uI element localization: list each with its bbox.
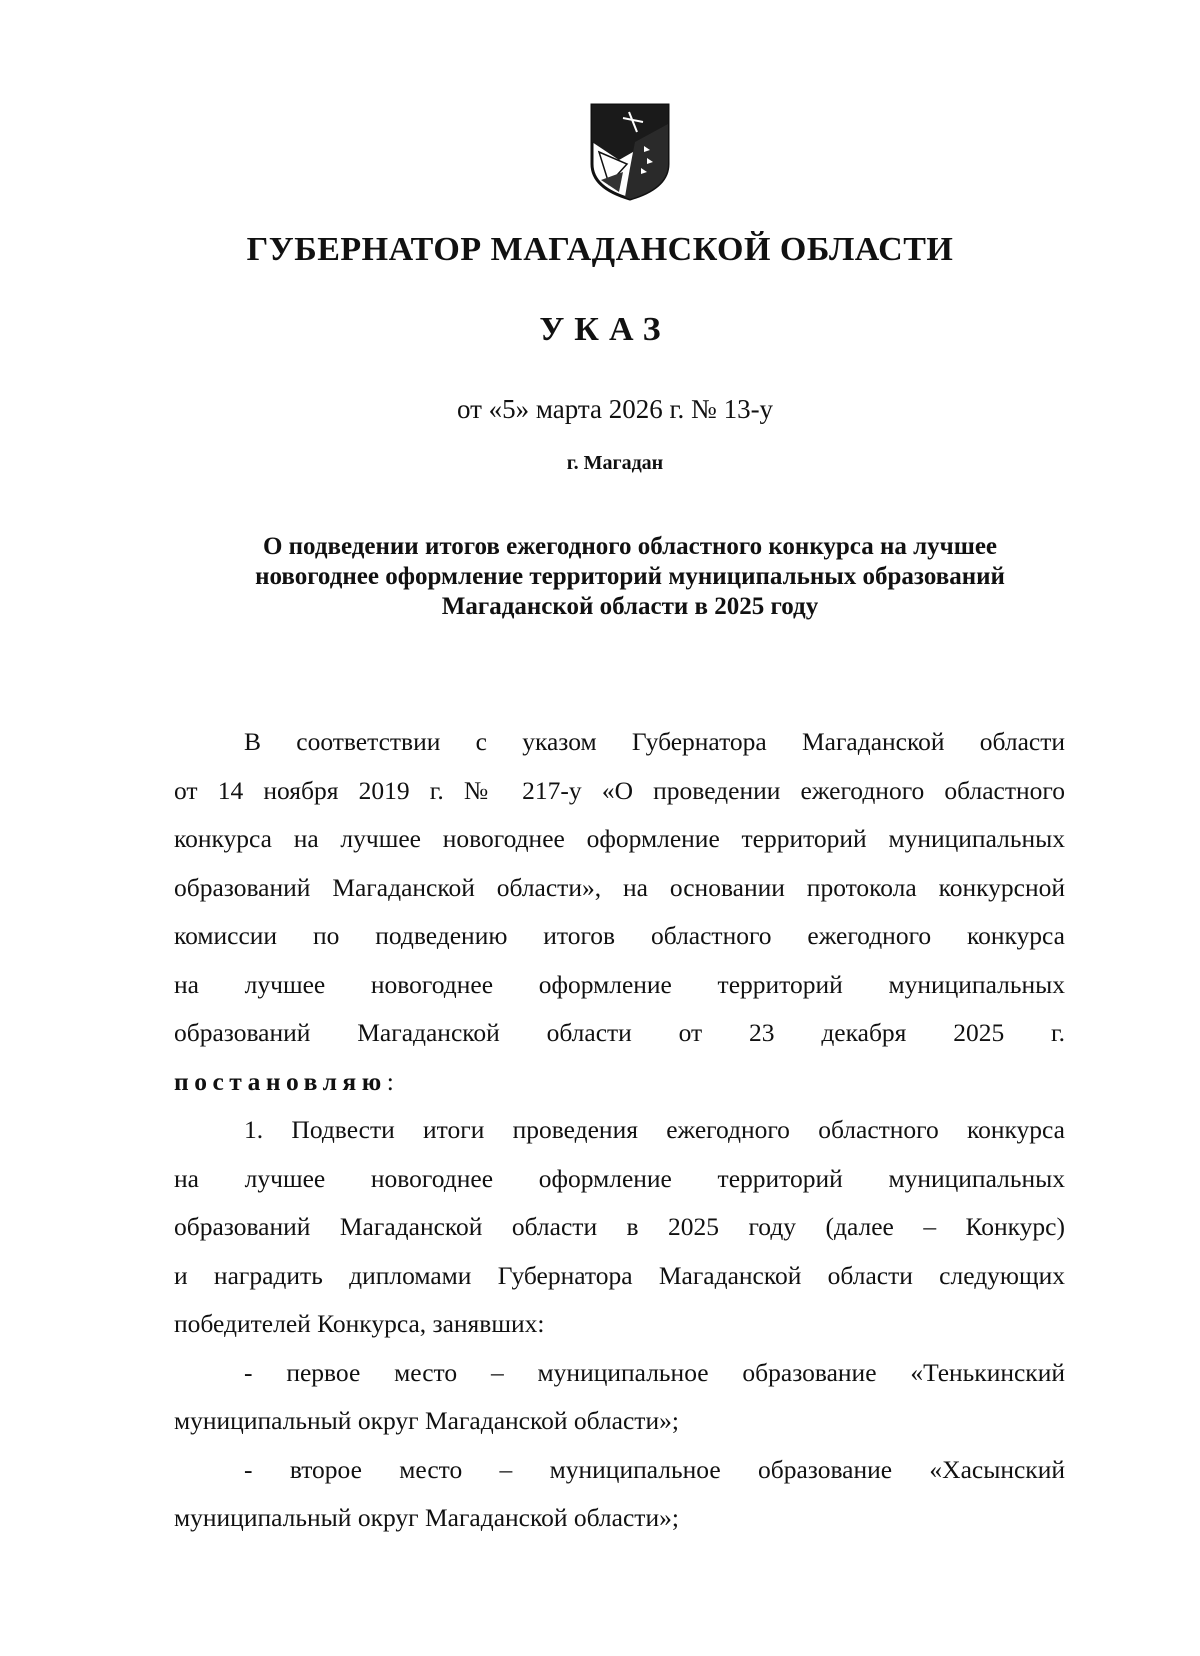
preamble-paragraph bbox=[174, 718, 1065, 1106]
text-line: и наградить дипломами Губернатора Магаданской области следующих bbox=[174, 1260, 1065, 1290]
text-line: 1. Подвести итоги проведения ежегодного областного конкурса bbox=[244, 1115, 1065, 1144]
text-line: образований Магаданской области в 2025 году (далее – Конкурс) bbox=[174, 1212, 1065, 1241]
text-line: В соответствии с указом Губернатора Магаданской области bbox=[244, 727, 1065, 756]
subject-line: Магаданской области в 2025 году bbox=[441, 593, 819, 620]
document-type: УКАЗ bbox=[539, 311, 671, 348]
text-line: конкурса на лучшее новогоднее оформление территорий муниципальных bbox=[174, 824, 1065, 853]
place-of-issue: г. Магадан bbox=[566, 452, 664, 474]
first-place-item bbox=[174, 1349, 1065, 1446]
text-line: муниципальный округ Магаданской области»; bbox=[174, 1503, 679, 1532]
decree-word: постановляю bbox=[174, 1066, 387, 1096]
text-line: от 14 ноября 2019 г. № 217-у «О проведении ежегодного областного bbox=[174, 775, 1065, 805]
decree-colon: : bbox=[386, 1066, 394, 1096]
text-line: комиссии по подведению итогов областного ежегодного конкурса bbox=[174, 921, 1065, 950]
subject-line: О подведении итогов ежегодного областного конкурса на лучшее bbox=[262, 533, 998, 560]
text-line: - первое место – муниципальное образование «Тенькинский bbox=[244, 1357, 1065, 1387]
document-body bbox=[174, 718, 1065, 1543]
text-line: на лучшее новогоднее оформление территорий муниципальных bbox=[174, 1163, 1065, 1193]
magadan-region-coat-of-arms-icon bbox=[589, 102, 671, 202]
text-line: образований Магаданской области от 23 декабря 2025 г. bbox=[174, 1018, 1065, 1047]
text-line: победителей Конкурса, занявших: bbox=[174, 1309, 545, 1338]
decree-verb bbox=[174, 1058, 1065, 1107]
second-place-item bbox=[174, 1446, 1065, 1543]
issuing-authority: ГУБЕРНАТОР МАГАДАНСКОЙ ОБЛАСТИ bbox=[246, 231, 954, 268]
subject-line: новогоднее оформление территорий муниципальных образований bbox=[255, 563, 1005, 590]
item-1-paragraph bbox=[174, 1106, 1065, 1349]
document-subject bbox=[190, 532, 1070, 622]
text-line: образований Магаданской области», на основании протокола конкурсной bbox=[174, 872, 1065, 902]
text-line: на лучшее новогоднее оформление территорий муниципальных bbox=[174, 969, 1065, 999]
date-and-number: от «5» марта 2026 г. № 13-у bbox=[456, 394, 774, 424]
text-line: - второе место – муниципальное образование «Хасынский bbox=[244, 1454, 1065, 1484]
text-line: муниципальный округ Магаданской области»; bbox=[174, 1406, 679, 1435]
